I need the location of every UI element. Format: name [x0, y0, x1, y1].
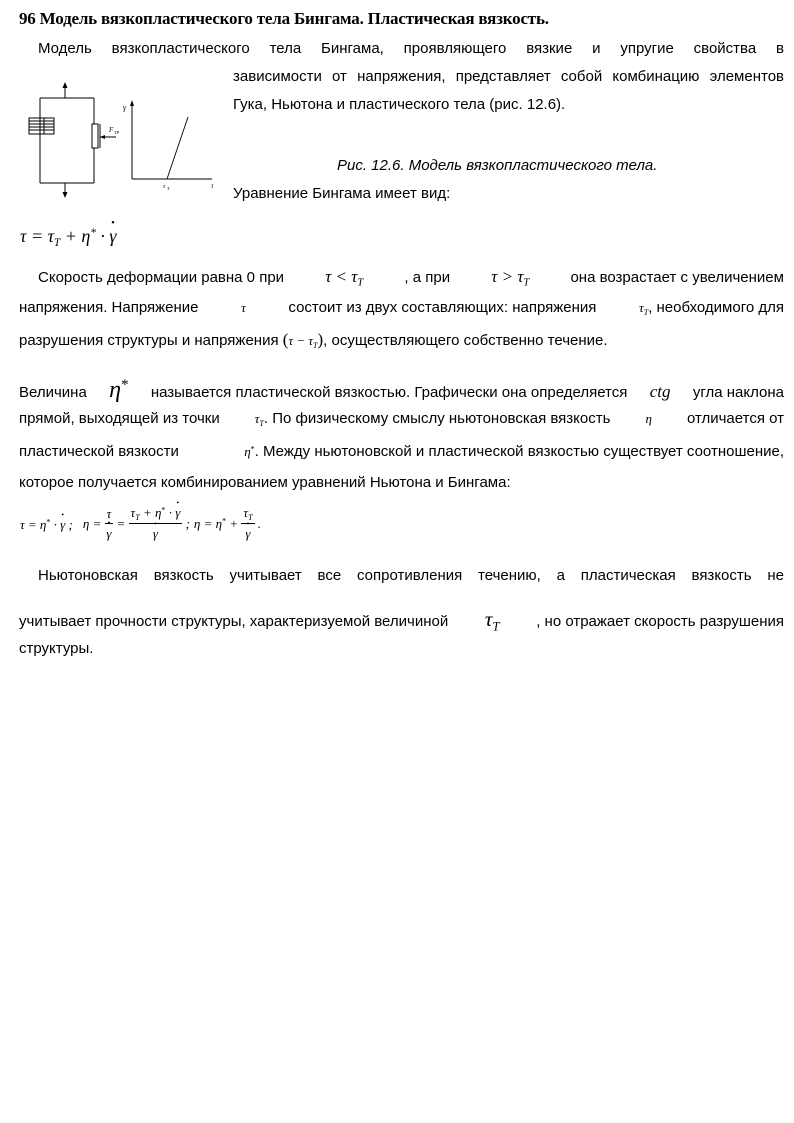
p3-line-2 [19, 607, 784, 635]
math-tauT: $\tau_T$ [639, 300, 649, 317]
math-eta-star-large: η* [109, 377, 129, 404]
equation-intro: Уравнение Бингама имеет вид: [233, 185, 451, 202]
p1-text-2c: , необходимого для [648, 299, 784, 316]
p2-text-2b: . По физическому смыслу ньютоновская вязкость [263, 410, 611, 427]
math-ctg: ctg [649, 382, 671, 402]
math-tau-less-tauT: $\tau < \tau_T$ [325, 267, 364, 289]
p1-text-3a: разрушения структуры и напряжения [19, 332, 279, 349]
math-tau-minus-tauT: $(\tau - \tau_T)$ [282, 330, 324, 350]
math-tauT-large: $\tau_T$ [484, 607, 500, 634]
intro-line-3: Гука, Ньютона и пластического тела (рис. 12.6). [233, 96, 566, 113]
p1-text-1b: , а при [404, 269, 451, 286]
math-tau: τ [241, 300, 246, 315]
p2-text-3a: пластической вязкости [19, 443, 179, 460]
p2-line-3 [19, 443, 784, 460]
section-heading: 96 Модель вязкопластического тела Бингама. Пластическая вязкость. [19, 9, 549, 28]
p2-line-1 [19, 378, 784, 402]
p2-text-1a: Величина [19, 384, 87, 402]
formula-eta-ratio: η = τ • γ = $\tau_T + \eta^*$ · • γ • γ ; [83, 505, 190, 545]
mechanical-model [29, 82, 116, 198]
formula-tau-eta-gamma: τ = η* · • γ ; [20, 517, 73, 533]
p1-text-2a: напряжения. Напряжение [19, 299, 199, 316]
figure-caption: Рис. 12.6. Модель вязкопластического тела. [337, 157, 658, 174]
p2-text-3b: . Между ньютоновской и пластической вязкостью существует соотношение, [254, 443, 784, 460]
viscosity-relation-formulas [20, 505, 261, 545]
formula-eta-sum: η = η* + $\tau_T$ • γ . [194, 505, 261, 545]
math-tauT-point: $\tau_T$ [254, 411, 264, 428]
p1-text-3b: , осуществляющего собственно течение. [323, 332, 608, 349]
intro-line-1: Модель вязкопластического тела Бингама, проявляющего вязкие и упругие свойства в [38, 40, 784, 57]
friction-force-label: F [109, 126, 114, 134]
p3-text-2b: , но отражает скорость разрушения [536, 613, 784, 630]
p1-line-2 [19, 299, 784, 317]
yield-stress-tick-sub: T [167, 186, 170, 191]
p1-text-1c: она возрастает с увеличением [570, 269, 784, 286]
flow-curve-graph [130, 100, 212, 179]
p3-text-2a: учитывает прочности структуры, характеризуемой величиной [19, 613, 449, 630]
p2-line-4: которое получается комбинированием уравнений Ньютона и Бингама: [19, 474, 511, 491]
p1-text-2b: состоит из двух составляющих: напряжения [288, 299, 597, 316]
p2-text-2c: отличается от [686, 410, 784, 427]
p1-line-1 [38, 267, 784, 289]
axis-y-label: γ [123, 103, 127, 112]
math-eta-star: η* [244, 444, 255, 459]
p1-text-1a: Скорость деформации равна 0 при [38, 269, 285, 286]
p2-line-2 [19, 410, 784, 428]
yield-stress-tick-label: τ [163, 184, 166, 190]
p1-line-3 [19, 330, 608, 350]
math-tau-greater-tauT: $\tau > \tau_T$ [491, 267, 530, 289]
p2-text-1b: называется пластической вязкостью. Графически она определяется [150, 384, 628, 402]
p3-line-3: структуры. [19, 640, 94, 657]
p2-text-1c: угла наклона [692, 384, 784, 402]
axis-x-label: τ [211, 182, 214, 190]
bingham-equation: $\tau = \tau_T + \eta^*$ · • γ [20, 226, 117, 249]
intro-line-2: зависимости от напряжения, представляет собой комбинацию элементов [233, 68, 784, 85]
math-eta: η [645, 411, 652, 426]
bingham-model-figure [14, 80, 224, 200]
p2-text-2a: прямой, выходящей из точки [19, 410, 220, 427]
p3-line-1: Ньютоновская вязкость учитывает все сопротивления течению, а пластическая вязкость не [38, 567, 784, 584]
friction-force-label-sub: ТР [114, 130, 120, 135]
